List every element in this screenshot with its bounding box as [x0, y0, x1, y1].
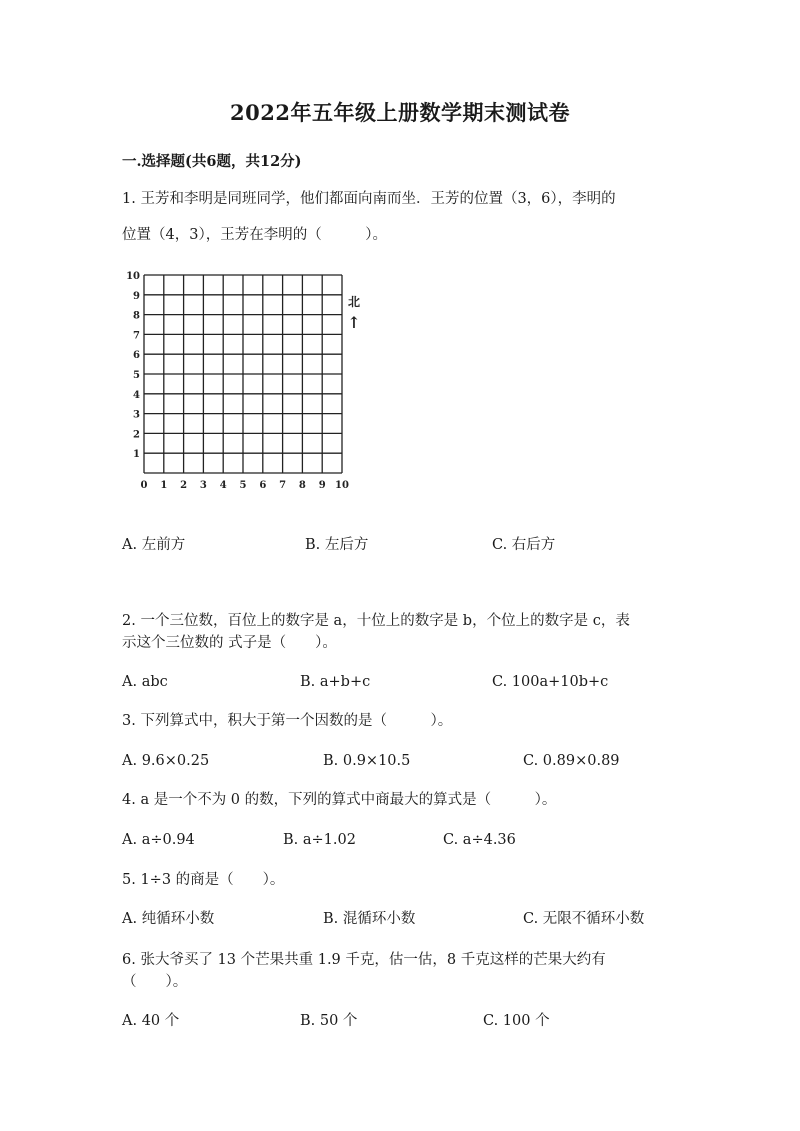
- question-3-option-a[interactable]: A. 9.6×0.25: [122, 753, 210, 769]
- question-6-option-a[interactable]: A. 40 个: [122, 1013, 180, 1029]
- question-3-line-1: 3. 下列算式中，积大于第一个因数的是（ ）。: [122, 713, 453, 729]
- question-1-option-c[interactable]: C. 右后方: [492, 537, 556, 553]
- y-axis-tick-label: 9: [133, 290, 140, 302]
- x-axis-tick-label: 3: [199, 480, 207, 491]
- north-label: 北: [347, 295, 361, 309]
- x-axis-tick-label: 7: [279, 480, 287, 491]
- coordinate-grid-figure: [122, 271, 362, 499]
- question-4-option-c[interactable]: C. a÷4.36: [443, 832, 516, 848]
- question-5-option-a[interactable]: A. 纯循环小数: [122, 911, 215, 927]
- x-axis-tick-label: 2: [180, 480, 188, 491]
- question-1-line-1: 1. 王芳和李明是同班同学，他们都面向南而坐．王芳的位置（3，6），李明的: [122, 191, 616, 207]
- question-3-option-b[interactable]: B. 0.9×10.5: [323, 753, 411, 769]
- question-5-line-1: 5. 1÷3 的商是（ ）。: [122, 872, 285, 888]
- question-6-option-c[interactable]: C. 100 个: [483, 1013, 550, 1029]
- y-axis-tick-label: 4: [133, 389, 140, 401]
- x-axis-tick-label: 10: [335, 480, 349, 491]
- y-axis-tick-label: 10: [126, 271, 140, 282]
- question-2-option-a[interactable]: A. abc: [122, 674, 168, 690]
- y-axis-tick-label: 2: [133, 429, 140, 441]
- y-axis-tick-label: 3: [133, 409, 140, 421]
- y-axis-tick-label: 1: [133, 449, 140, 461]
- question-1-option-a[interactable]: A. 左前方: [122, 537, 186, 553]
- question-5-option-b[interactable]: B. 混循环小数: [323, 911, 416, 927]
- north-arrow-icon: ↑: [347, 313, 361, 332]
- question-1-option-b[interactable]: B. 左后方: [305, 537, 369, 553]
- question-6-line-1: 6. 张大爷买了 13 个芒果共重 1.9 千克，估一估，8 千克这样的芒果大约有: [122, 952, 606, 968]
- question-4-option-a[interactable]: A. a÷0.94: [122, 832, 195, 848]
- page-title: 2022年五年级上册数学期末测试卷: [230, 100, 570, 125]
- y-axis-tick-label: 6: [133, 350, 140, 362]
- section-heading: 一.选择题(共6题，共12分): [122, 153, 302, 170]
- x-axis-tick-label: 4: [219, 480, 227, 491]
- question-1-line-2: 位置（4，3），王芳在李明的（ ）。: [122, 227, 387, 243]
- x-axis-tick-label: 0: [140, 480, 148, 491]
- x-axis-tick-label: 1: [160, 480, 168, 491]
- question-5-option-c[interactable]: C. 无限不循环小数: [523, 911, 645, 927]
- x-axis-tick-label: 8: [298, 480, 306, 491]
- x-axis-tick-label: 9: [318, 480, 326, 491]
- question-2-option-b[interactable]: B. a+b+c: [300, 674, 371, 690]
- question-2-line-2: 示这个三位数的 式子是（ ）。: [122, 635, 337, 651]
- question-4-option-b[interactable]: B. a÷1.02: [283, 832, 356, 848]
- y-axis-tick-label: 7: [133, 330, 140, 342]
- question-4-line-1: 4. a 是一个不为 0 的数，下列的算式中商最大的算式是（ ）。: [122, 792, 557, 808]
- x-axis-tick-label: 5: [239, 480, 247, 491]
- y-axis-tick-label: 5: [133, 370, 140, 381]
- question-6-option-b[interactable]: B. 50 个: [300, 1013, 358, 1029]
- question-3-option-c[interactable]: C. 0.89×0.89: [523, 753, 620, 769]
- question-2-option-c[interactable]: C. 100a+10b+c: [492, 674, 609, 690]
- y-axis-tick-label: 8: [133, 310, 140, 322]
- x-axis-tick-label: 6: [259, 480, 267, 491]
- question-6-line-2: （ ）。: [122, 974, 188, 990]
- question-2-line-1: 2. 一个三位数，百位上的数字是 a，十位上的数字是 b，个位上的数字是 c，表: [122, 613, 630, 629]
